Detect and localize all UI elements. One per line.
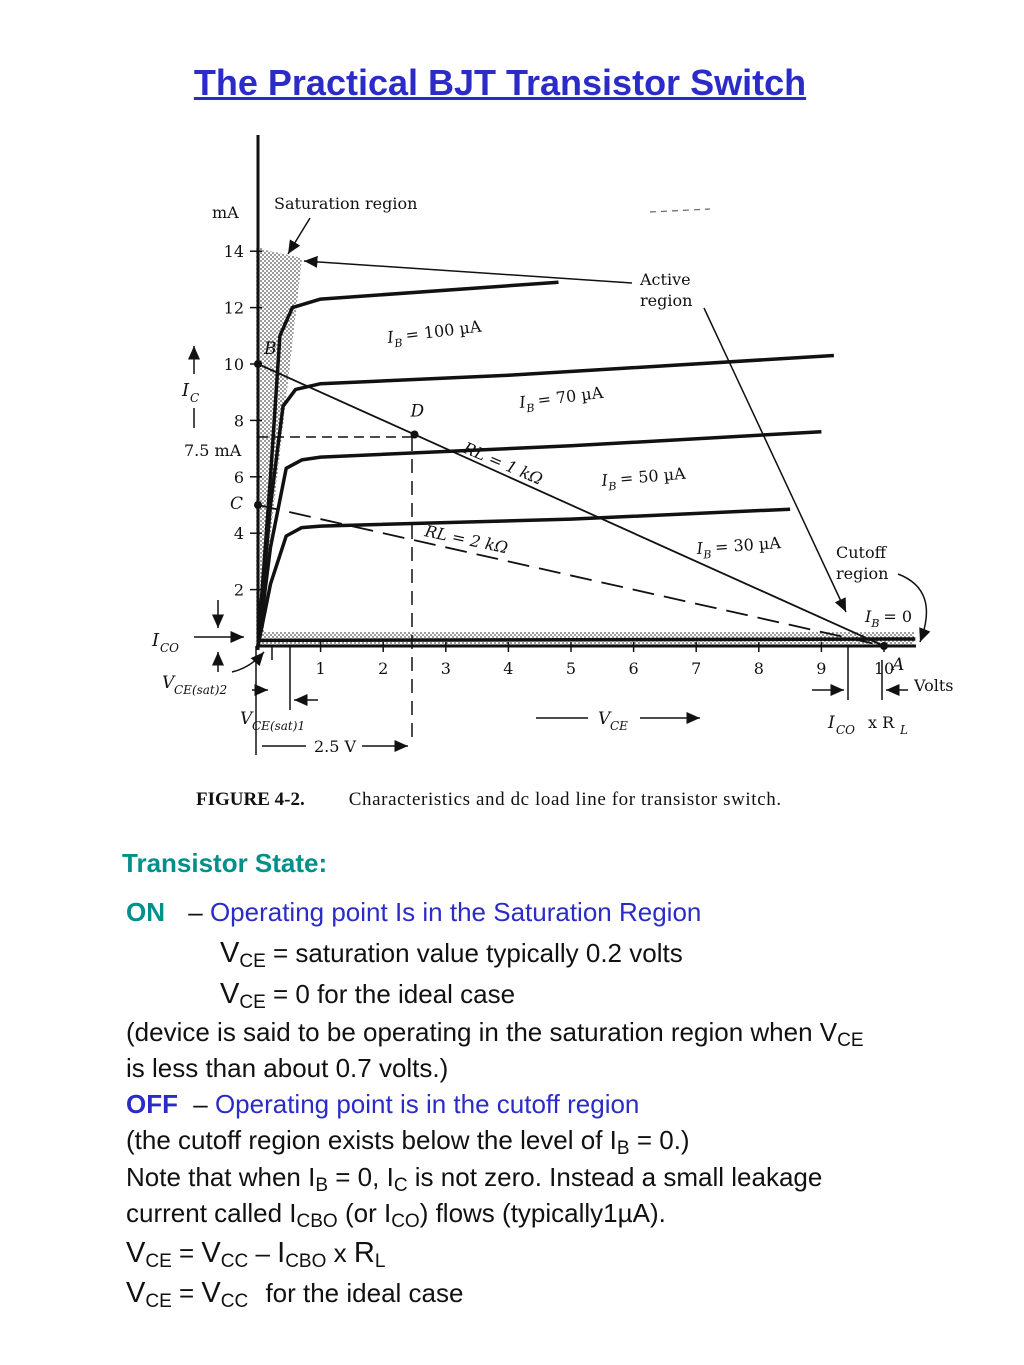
- ib-curve-label: $I_B= 100$ µA: [386, 316, 483, 351]
- operating-point: [880, 642, 888, 650]
- x-tick-label: 5: [565, 659, 577, 678]
- svg-text:V: V: [598, 709, 611, 729]
- v-symbol: V: [126, 1277, 146, 1309]
- svg-text:I: I: [828, 713, 835, 733]
- ico-label: [151, 600, 244, 672]
- leakage-current-line: [126, 1198, 1006, 1232]
- off-line: [126, 1089, 1006, 1119]
- vce-ideal-text: = 0 for the ideal case: [272, 979, 516, 1009]
- off-description: Operating point is in the cutoff region: [214, 1089, 640, 1119]
- svg-text:CO: CO: [160, 641, 180, 655]
- load-lines: [258, 364, 884, 646]
- vce-axis-label: [536, 709, 700, 733]
- svg-text:I: I: [182, 380, 190, 401]
- y-tick-label: 12: [223, 298, 244, 318]
- r-symbol: R: [353, 1237, 375, 1269]
- saturation-region-label: Saturation region: [274, 194, 418, 213]
- span-2-5v: [262, 737, 408, 756]
- x-tick-label: 6: [628, 659, 639, 678]
- i-symbol: I: [277, 1237, 286, 1269]
- active-region-label: Active: [640, 270, 691, 289]
- svg-text:x R: x R: [868, 713, 895, 732]
- ideal-case-text: for the ideal case: [265, 1278, 464, 1308]
- b-subscript: B: [616, 1138, 630, 1159]
- notes-heading-line: [122, 848, 1002, 878]
- svg-text:V: V: [240, 709, 253, 729]
- x-tick-label: 3: [440, 659, 451, 678]
- cc-subscript: CC: [220, 1251, 249, 1272]
- x-tick-label: 4: [503, 659, 514, 678]
- y-tick-label: 4: [233, 524, 244, 544]
- dash: –: [193, 1089, 208, 1119]
- load-line-label: RL = 1 kΩ: [460, 438, 546, 489]
- y-tick-label: 8: [233, 411, 244, 431]
- svg-text:CE: CE: [610, 719, 628, 733]
- ib-curve-label: $I_B= 70$ µA: [518, 382, 605, 416]
- operating-point-label: A: [892, 655, 905, 675]
- active-region-label: region: [640, 291, 693, 310]
- co-subscript: CO: [391, 1211, 420, 1232]
- svg-text:CE(sat)2: CE(sat)2: [174, 683, 228, 697]
- cutoff-text-end: = 0.): [636, 1125, 690, 1155]
- page-title: The Practical BJT Transistor Switch: [193, 62, 807, 103]
- leakage-note-line: [126, 1162, 1006, 1196]
- x-tick-label: 2: [378, 659, 389, 678]
- ic-7-5ma-label: 7.5 mA: [184, 441, 242, 460]
- current-text: current called I: [126, 1198, 297, 1228]
- equals: =: [178, 1238, 195, 1268]
- ce-subscript: CE: [239, 992, 266, 1013]
- svg-text:CE(sat)1: CE(sat)1: [252, 719, 306, 733]
- figure-number: FIGURE 4-2.: [196, 789, 305, 810]
- on-vce-line1: [220, 937, 1024, 972]
- minus: –: [255, 1238, 270, 1268]
- off-label: OFF: [126, 1089, 178, 1119]
- saturation-paren-tail: is less than about 0.7 volts.): [126, 1053, 449, 1083]
- cbo-subscript: CBO: [285, 1251, 327, 1272]
- v-symbol: V: [201, 1237, 221, 1269]
- v-symbol: V: [220, 937, 240, 969]
- l-subscript: L: [374, 1251, 386, 1272]
- svg-text:CO: CO: [836, 723, 856, 737]
- active-region-pointer: [704, 308, 846, 612]
- on-label: ON: [126, 897, 165, 927]
- equation-1: [126, 1237, 1006, 1272]
- y-tick-label: 10: [223, 355, 244, 374]
- ic-axis-label: [181, 346, 199, 428]
- svg-text:L: L: [900, 723, 908, 737]
- operating-point: [254, 360, 262, 368]
- operating-point-label: C: [230, 494, 244, 514]
- figure-caption: [196, 788, 896, 812]
- equation-2: [126, 1277, 1006, 1312]
- load-line: [258, 505, 884, 646]
- vce-sat2-label: [162, 652, 264, 697]
- ce-subscript: CE: [145, 1291, 172, 1312]
- figure-caption-text: Characteristics and dc load line for transistor switch.: [348, 789, 782, 810]
- x-tick-label: 9: [816, 659, 827, 678]
- x-tick-label: 1: [315, 659, 326, 678]
- current-text-end: ) flows (typically1µA).: [419, 1198, 666, 1228]
- ib-curve: [258, 509, 790, 646]
- load-line-label: RL = 2 kΩ: [423, 521, 510, 558]
- saturation-paren-text: (device is said to be operating in the saturation region when V: [126, 1017, 838, 1047]
- load-line: [258, 364, 884, 646]
- v-symbol: V: [201, 1277, 221, 1309]
- active-region-guide: [650, 209, 710, 212]
- ib-curve: [258, 639, 915, 640]
- svg-text:V: V: [162, 673, 175, 693]
- equals: =: [178, 1278, 195, 1308]
- y-tick-label: 6: [233, 467, 244, 487]
- saturation-region-pointer: [288, 218, 310, 254]
- operating-point-label: B: [264, 339, 277, 359]
- note-text-end: is not zero. Instead a small leakage: [414, 1162, 823, 1192]
- cutoff-region-label: Cutoff: [836, 543, 886, 562]
- operating-point: [254, 501, 262, 509]
- cbo-subscript: CBO: [296, 1211, 338, 1232]
- on-description: Operating point Is in the Saturation Region: [209, 897, 702, 927]
- v-symbol: V: [126, 1237, 146, 1269]
- x-tick-label: 10: [873, 659, 895, 678]
- ib-curve-label: $I_B = 30$ µA: [695, 533, 782, 562]
- times: x: [333, 1238, 347, 1268]
- ib-curve-label: $I_B = 0$: [865, 607, 913, 630]
- vce-saturation-text: = saturation value typically 0.2 volts: [272, 938, 683, 968]
- svg-text:I: I: [152, 630, 160, 651]
- cutoff-line: [126, 1125, 1006, 1159]
- x-tick-label: 8: [753, 659, 764, 678]
- b-subscript: B: [315, 1175, 329, 1196]
- y-tick-label: 14: [223, 242, 244, 262]
- operating-point-label: D: [410, 401, 425, 422]
- svg-text:2.5 V: 2.5 V: [314, 737, 357, 756]
- y-tick-label: 2: [233, 580, 244, 600]
- on-vce-line2: [220, 978, 1024, 1013]
- ib-curves: [258, 282, 915, 646]
- volts-label: Volts: [914, 676, 954, 695]
- vce-sat1-label: [240, 690, 318, 733]
- c-subscript: C: [393, 1175, 408, 1196]
- current-text-mid: (or I: [344, 1198, 392, 1228]
- ce-subscript: CE: [837, 1030, 864, 1051]
- note-text-mid: = 0, I: [335, 1162, 394, 1192]
- saturation-paren-tail-line: [126, 1053, 1006, 1083]
- ce-subscript: CE: [145, 1251, 172, 1272]
- cutoff-region-label: region: [836, 564, 889, 583]
- dash: –: [188, 897, 203, 927]
- section-heading: Transistor State:: [122, 848, 328, 878]
- saturation-paren-line: [126, 1017, 1006, 1051]
- cutoff-text: (the cutoff region exists below the level of I: [126, 1125, 617, 1155]
- active-region-pointer: [304, 261, 632, 283]
- note-text: Note that when I: [126, 1162, 316, 1192]
- cc-subscript: CC: [220, 1291, 249, 1312]
- v-symbol: V: [220, 978, 240, 1010]
- ma-label: mA: [212, 203, 239, 222]
- svg-text:C: C: [190, 391, 200, 405]
- x-tick-label: 7: [691, 659, 702, 678]
- ib-curve-label: $I_B = 50$ µA: [600, 463, 687, 494]
- on-line: [126, 897, 1006, 927]
- ce-subscript: CE: [239, 951, 266, 972]
